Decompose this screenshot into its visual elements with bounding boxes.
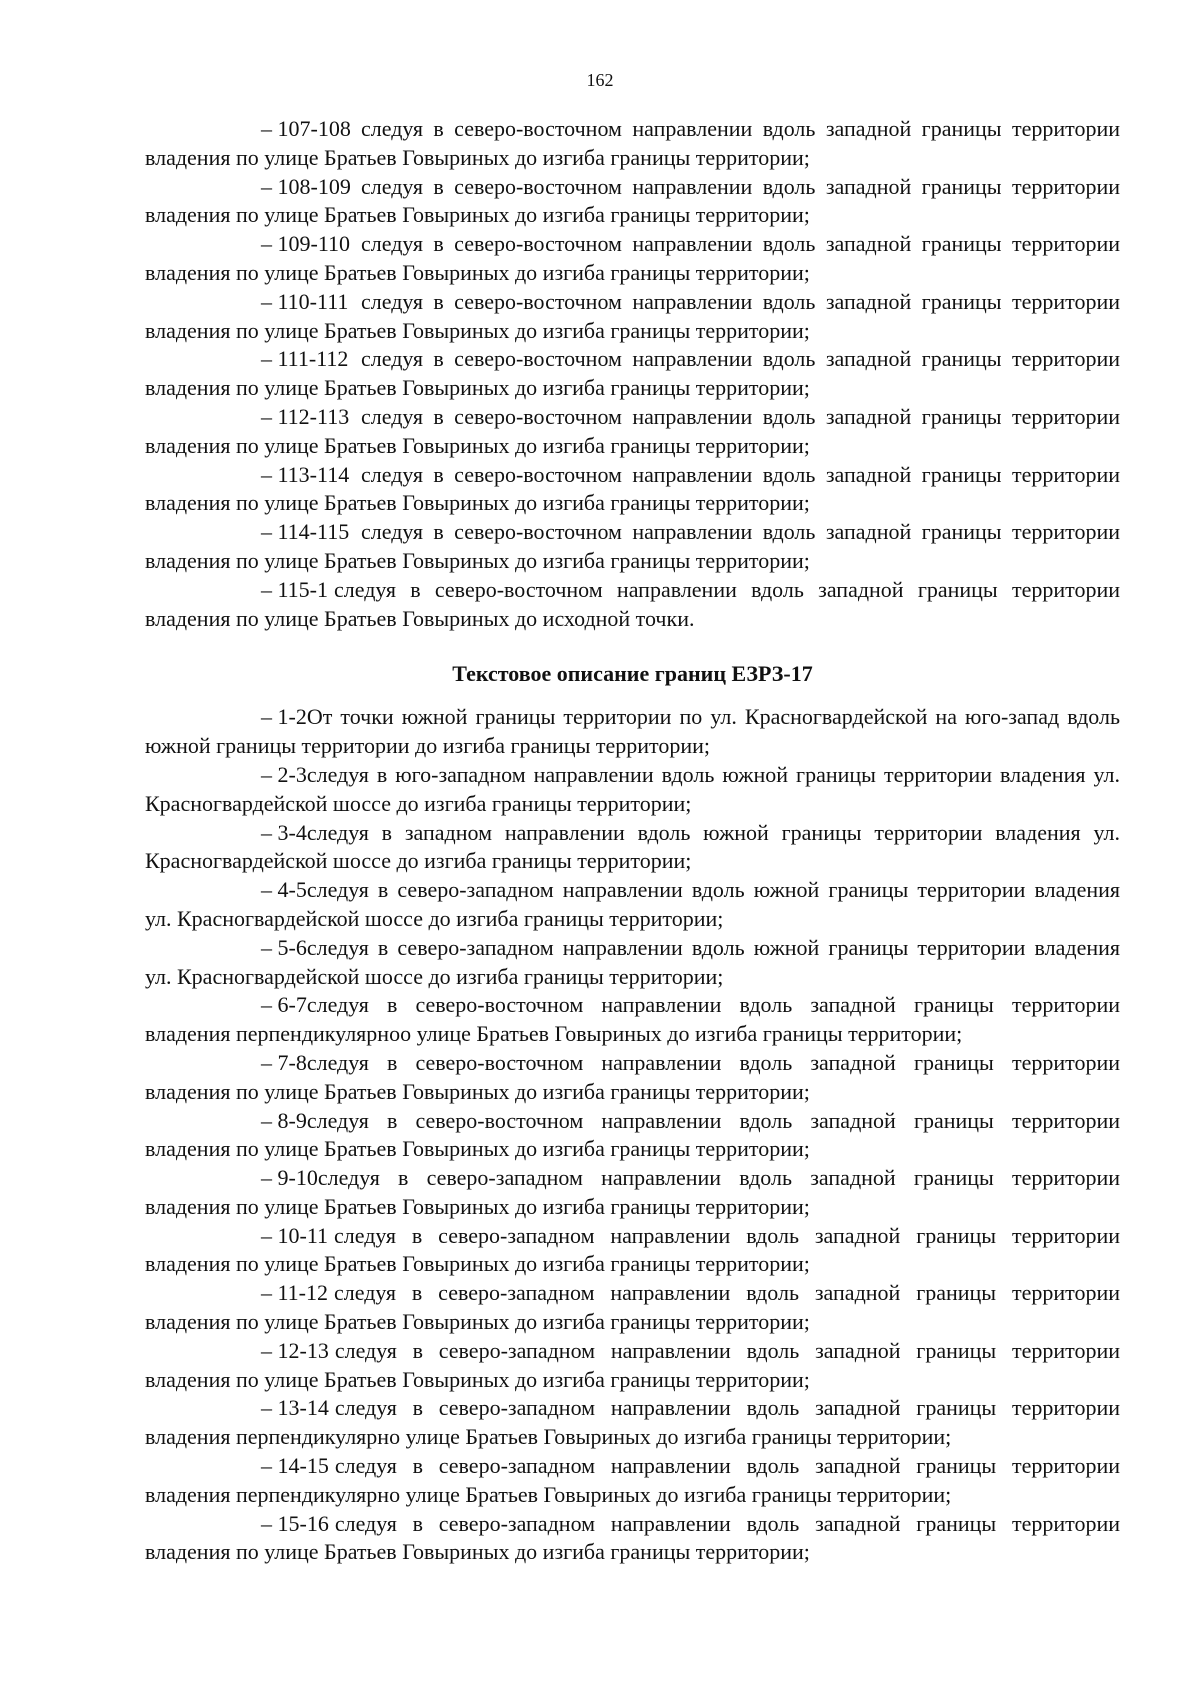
segment-number: – 4-5	[261, 877, 307, 903]
segment-number: – 111-112	[261, 346, 349, 372]
segment-number: – 3-4	[261, 819, 307, 845]
segment-number: – 6-7	[261, 992, 307, 1018]
boundary-list-ezrz-17	[145, 703, 1120, 1567]
boundary-segment	[145, 1510, 1120, 1568]
segment-number: – 2-3	[261, 761, 307, 787]
segment-description: следуя в северо-восточном направлении вдоль западной границы территории владения по улице Братьев Говыриных до изгиба границы территории;	[145, 519, 1120, 573]
segment-description: следуя в северо-западном направлении вдоль южной границы территории владения ул. Красногвардейской шоссе до изгиба границы территории;	[145, 877, 1120, 931]
segment-description: следуя в северо-восточном направлении вдоль западной границы территории владения по улице Братьев Говыриных до изгиба границы территории;	[145, 173, 1120, 228]
segment-description: От точки южной границы территории по ул. Красногвардейской на юго-запад вдоль южной границы территории до изгиба границы территории;	[145, 704, 1120, 759]
segment-description: следуя в северо-западном направлении вдоль западной границы территории владения по улице Братьев Говыриных до изгиба границы территории;	[145, 1337, 1120, 1392]
segment-number: – 107-108	[261, 116, 351, 141]
segment-number: – 108-109	[261, 173, 351, 199]
segment-number: – 115-1	[261, 576, 329, 602]
segment-description: следуя в северо-восточном направлении вдоль западной границы территории владения по улице Братьев Говыриных до изгиба границы территории;	[145, 403, 1120, 458]
segment-description: следуя в западном направлении вдоль южной границы территории владения ул. Красногвардейской шоссе до изгиба границы территории;	[145, 819, 1120, 874]
segment-description: следуя в северо-западном направлении вдоль западной границы территории владения перпендикулярно улице Братьев Говыриных до изгиба границы территории;	[145, 1453, 1120, 1507]
segment-description: следуя в северо-восточном направлении вдоль западной границы территории владения по улице Братьев Говыриных до исходной точки.	[145, 576, 1120, 631]
segment-description: следуя в северо-западном направлении вдоль южной границы территории владения ул. Красногвардейской шоссе до изгиба границы территории;	[145, 934, 1120, 989]
segment-number: – 112-113	[261, 403, 350, 429]
segment-description: следуя в северо-западном направлении вдоль западной границы территории владения по улице Братьев Говыриных до изгиба границы территории;	[145, 1222, 1120, 1277]
segment-number: – 11-12	[261, 1280, 329, 1306]
segment-number: – 15-16	[261, 1510, 329, 1536]
boundary-segment	[145, 173, 1120, 231]
boundary-segment	[145, 1337, 1120, 1395]
segment-number: – 110-111	[261, 288, 349, 314]
segment-number: – 8-9	[261, 1107, 307, 1133]
segment-description: следуя в северо-западном направлении вдоль западной границы территории владения по улице Братьев Говыриных до изгиба границы территории;	[145, 1165, 1120, 1219]
segment-number: – 14-15	[261, 1453, 329, 1479]
boundary-segment	[145, 1222, 1120, 1280]
segment-description: следуя в северо-восточном направлении вдоль западной границы территории владения по улице Братьев Говыриных до изгиба границы территории;	[145, 231, 1120, 285]
segment-number: – 10-11	[261, 1222, 329, 1248]
boundary-segment	[145, 115, 1120, 173]
boundary-segment	[145, 703, 1120, 761]
segment-description: следуя в северо-восточном направлении вдоль западной границы территории владения по улице Братьев Говыриных до изгиба границы территории;	[145, 1107, 1120, 1162]
segment-number: – 1-2	[261, 704, 307, 730]
section-heading: Текстовое описание границ ЕЗРЗ-17	[452, 661, 813, 687]
segment-description: следуя в северо-западном направлении вдоль западной границы территории владения по улице Братьев Говыриных до изгиба границы территории;	[145, 1280, 1120, 1335]
segment-number: – 12-13	[261, 1337, 329, 1363]
boundary-segment	[145, 230, 1120, 288]
segment-description: следуя в северо-восточном направлении вдоль западной границы территории владения перпендикулярноо улице Братьев Говыриных до изгиба границы территории;	[145, 992, 1120, 1047]
segment-number: – 113-114	[261, 461, 350, 487]
segment-description: следуя в северо-восточном направлении вдоль западной границы территории владения по улице Братьев Говыриных до изгиба границы территории;	[145, 346, 1120, 401]
boundary-segment	[145, 461, 1120, 519]
boundary-segment	[145, 1452, 1120, 1510]
boundary-segment	[145, 991, 1120, 1049]
segment-number: – 5-6	[261, 934, 307, 960]
boundary-segment	[145, 1049, 1120, 1107]
segment-description: следуя в северо-западном направлении вдоль западной границы территории владения по улице Братьев Говыриных до изгиба границы территории;	[145, 1510, 1120, 1565]
boundary-segment	[145, 403, 1120, 461]
segment-number: – 109-110	[261, 231, 351, 257]
boundary-segment	[145, 819, 1120, 877]
boundary-segment	[145, 518, 1120, 576]
segment-number: – 13-14	[261, 1395, 329, 1421]
boundary-segment	[145, 345, 1120, 403]
boundary-list-previous	[145, 115, 1120, 633]
document-body	[145, 115, 1120, 1567]
boundary-segment	[145, 876, 1120, 934]
boundary-segment	[145, 1279, 1120, 1337]
boundary-segment	[145, 1164, 1120, 1222]
segment-description: следуя в северо-западном направлении вдоль западной границы территории владения перпендикулярно улице Братьев Говыриных до изгиба границы территории;	[145, 1395, 1120, 1450]
segment-number: – 7-8	[261, 1049, 307, 1075]
segment-number: – 9-10	[261, 1165, 318, 1191]
boundary-segment	[145, 576, 1120, 634]
boundary-segment	[145, 1394, 1120, 1452]
segment-description: следуя в юго-западном направлении вдоль южной границы территории владения ул. Красногвардейской шоссе до изгиба границы территории;	[145, 761, 1120, 816]
segment-number: – 114-115	[261, 519, 350, 545]
boundary-segment	[145, 288, 1120, 346]
segment-description: следуя в северо-восточном направлении вдоль западной границы территории владения по улице Братьев Говыриных до изгиба границы территории;	[145, 1049, 1120, 1104]
boundary-segment	[145, 1107, 1120, 1165]
page-number: 162	[586, 70, 614, 90]
boundary-segment	[145, 761, 1120, 819]
segment-description: следуя в северо-восточном направлении вдоль западной границы территории владения по улице Братьев Говыриных до изгиба границы территории;	[145, 288, 1120, 343]
boundary-segment	[145, 934, 1120, 992]
segment-description: следуя в северо-восточном направлении вдоль западной границы территории владения по улице Братьев Говыриных до изгиба границы территории;	[145, 116, 1120, 170]
segment-description: следуя в северо-восточном направлении вдоль западной границы территории владения по улице Братьев Говыриных до изгиба границы территории;	[145, 461, 1120, 516]
